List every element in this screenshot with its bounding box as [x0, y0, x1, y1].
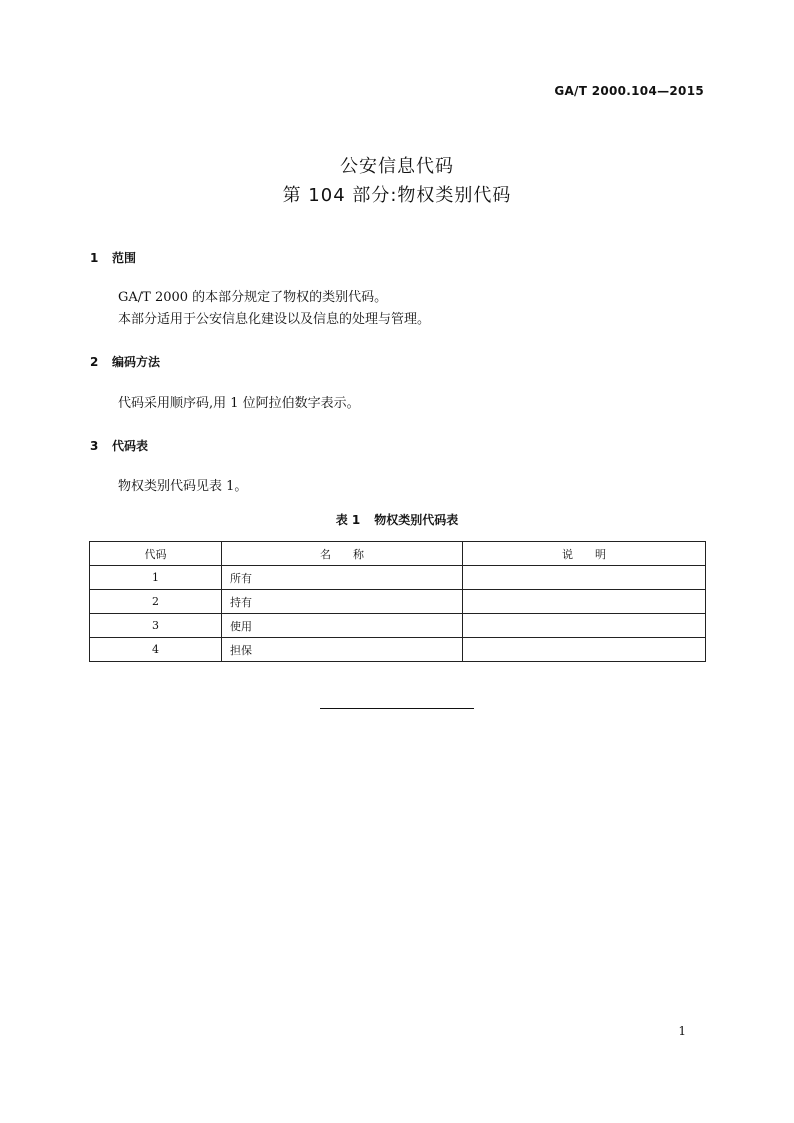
paragraph: 代码采用顺序码,用 1 位阿拉伯数字表示。 [118, 396, 360, 411]
end-of-document-rule [320, 708, 474, 709]
section-title: 编码方法 [112, 355, 161, 369]
cell-code: 1 [90, 566, 222, 590]
section-number: 1 [90, 251, 99, 265]
cell-code: 2 [90, 590, 222, 614]
cell-name: 所有 [222, 566, 463, 590]
table-row [90, 566, 706, 590]
cell-description [463, 566, 706, 590]
column-header-code: 代码 [90, 542, 222, 566]
cell-description [463, 614, 706, 638]
section-body-scope [118, 287, 430, 331]
table-caption-title: 物权类别代码表 [374, 513, 459, 527]
column-header-description: 说 明 [463, 542, 706, 566]
cell-code: 3 [90, 614, 222, 638]
paragraph: 物权类别代码见表 1。 [118, 479, 248, 494]
paragraph: 本部分适用于公安信息化建设以及信息的处理与管理。 [118, 312, 431, 327]
paragraph: GA/T 2000 的本部分规定了物权的类别代码。 [118, 290, 388, 305]
page-number: 1 [678, 1024, 686, 1038]
section-body-code-table [118, 476, 247, 498]
code-table [89, 541, 706, 662]
document-subtitle: 第 104 部分:物权类别代码 [282, 185, 512, 206]
table-caption-number: 表 1 [335, 513, 361, 527]
column-header-name: 名 称 [222, 542, 463, 566]
section-body-coding-method [118, 393, 360, 415]
cell-name: 持有 [222, 590, 463, 614]
table-row [90, 638, 706, 662]
cell-description [463, 590, 706, 614]
document-title: 公安信息代码 [340, 156, 454, 177]
table-header-row [90, 542, 706, 566]
table-row [90, 590, 706, 614]
section-heading-coding-method [90, 353, 160, 370]
section-heading-code-table [90, 437, 148, 454]
section-number: 2 [90, 355, 99, 369]
cell-name: 担保 [222, 638, 463, 662]
cell-description [463, 638, 706, 662]
section-title: 代码表 [112, 439, 149, 453]
section-heading-scope [90, 249, 136, 266]
section-number: 3 [90, 439, 99, 453]
cell-name: 使用 [222, 614, 463, 638]
table-row [90, 614, 706, 638]
standard-code: GA/T 2000.104—2015 [554, 84, 704, 98]
cell-code: 4 [90, 638, 222, 662]
table-caption [0, 511, 794, 528]
section-title: 范围 [112, 251, 137, 265]
